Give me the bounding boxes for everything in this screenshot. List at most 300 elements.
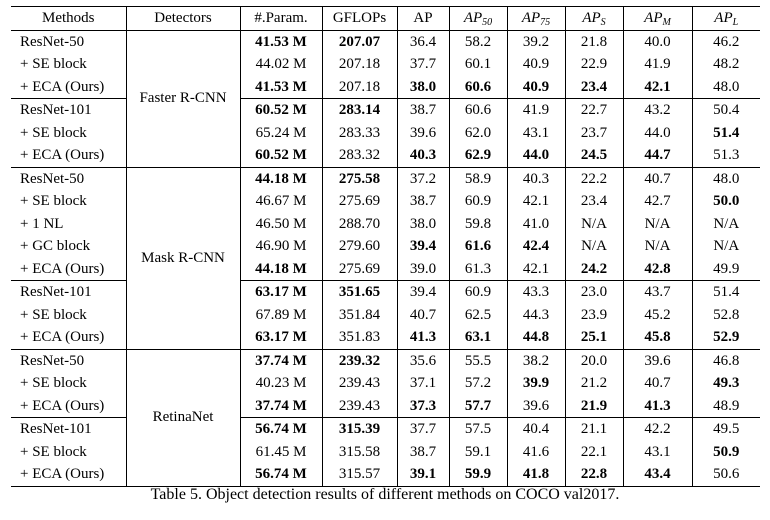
gflops-cell (322, 144, 397, 167)
table-row (11, 372, 760, 395)
apm-cell (623, 463, 692, 486)
apm-cell (623, 349, 692, 372)
apm-cell (623, 53, 692, 76)
params-cell (240, 281, 322, 304)
ap50-value: 62.9 (464, 147, 492, 163)
aps-cell (565, 326, 623, 349)
header-apl-base: AP (714, 10, 733, 26)
aps-value: 23.0 (580, 284, 608, 300)
ap50-cell (449, 122, 507, 145)
apl-value: 50.9 (713, 443, 740, 460)
table-caption: Table 5. Object detection results of different methods on COCO val2017. (150, 486, 620, 503)
table-row (11, 122, 760, 145)
method-cell: + SE block (20, 124, 87, 141)
gflops-cell (322, 190, 397, 213)
detector-cell: Mask R-CNN (126, 167, 240, 349)
method-cell: ResNet-101 (11, 99, 126, 122)
results-table (11, 6, 760, 487)
params-cell (240, 76, 322, 99)
ap50-value: 60.6 (464, 102, 492, 118)
gflops-cell (322, 418, 397, 441)
ap50-value: 58.2 (464, 33, 492, 50)
params-cell (240, 418, 322, 441)
aps-value: 21.8 (580, 33, 608, 50)
params-value: 37.74 M (255, 352, 307, 369)
gflops-cell (322, 281, 397, 304)
aps-value: 21.9 (580, 397, 608, 414)
apl-value: 49.9 (713, 260, 740, 277)
apm-value: 43.2 (644, 102, 671, 118)
ap-cell (397, 122, 449, 145)
apm-cell (623, 441, 692, 464)
params-value: 41.53 M (255, 33, 307, 50)
ap-cell (397, 304, 449, 327)
params-value: 56.74 M (255, 421, 307, 437)
ap-cell (397, 395, 449, 418)
params-cell (240, 53, 322, 76)
apm-value: 39.6 (644, 352, 671, 369)
header-apm-sub: M (662, 17, 671, 28)
ap75-cell (507, 122, 565, 145)
apm-value: N/A (644, 238, 671, 254)
apm-value: 40.7 (644, 375, 671, 391)
apl-cell (692, 418, 760, 441)
ap-cell (397, 53, 449, 76)
params-cell (240, 326, 322, 349)
apm-value: 45.8 (644, 329, 671, 345)
header-detectors: Detectors (126, 7, 240, 31)
ap75-cell (507, 190, 565, 213)
ap50-cell (449, 53, 507, 76)
gflops-cell (322, 372, 397, 395)
params-cell (240, 463, 322, 486)
method-cell: + SE block (20, 306, 87, 323)
ap50-cell (449, 99, 507, 122)
ap-cell (397, 167, 449, 190)
results-table-wrapper (11, 6, 760, 487)
table-row (11, 258, 760, 281)
apl-cell (692, 281, 760, 304)
ap75-value: 43.3 (522, 284, 550, 300)
apl-cell (692, 190, 760, 213)
ap75-cell (507, 395, 565, 418)
header-ap50-sub: 50 (482, 17, 493, 28)
apl-cell (692, 213, 760, 236)
aps-value: 23.4 (580, 78, 608, 95)
aps-cell (565, 463, 623, 486)
apl-value: 50.4 (713, 102, 740, 118)
header-gflops: GFLOPs (322, 7, 397, 31)
ap75-value: 41.8 (522, 466, 550, 482)
aps-value: 22.1 (580, 443, 608, 460)
params-cell (240, 167, 322, 190)
gflops-value: 239.43 (338, 375, 381, 391)
ap-cell (397, 30, 449, 53)
apl-cell (692, 326, 760, 349)
apm-value: 42.1 (644, 78, 671, 95)
ap50-value: 60.9 (464, 193, 492, 209)
aps-cell (565, 349, 623, 372)
ap50-cell (449, 76, 507, 99)
aps-value: 23.9 (580, 306, 608, 323)
apl-value: 46.8 (713, 352, 740, 369)
method-cell: ResNet-50 (11, 349, 126, 372)
apl-value: 50.0 (713, 193, 740, 209)
apl-cell (692, 30, 760, 53)
gflops-cell (322, 30, 397, 53)
ap-value: 40.7 (409, 306, 437, 323)
ap-cell (397, 349, 449, 372)
apm-cell (623, 326, 692, 349)
method-cell: + SE block (20, 375, 87, 391)
params-cell (240, 235, 322, 258)
apl-value: 49.3 (713, 375, 740, 391)
gflops-value: 239.43 (338, 397, 381, 414)
method-cell: + SE block (20, 56, 87, 72)
gflops-cell (322, 99, 397, 122)
ap75-value: 39.9 (522, 375, 550, 391)
apl-value: 51.4 (713, 284, 740, 300)
apl-value: 50.6 (713, 466, 740, 482)
aps-cell (565, 30, 623, 53)
ap75-cell (507, 349, 565, 372)
header-apl (692, 7, 760, 31)
ap75-value: 40.9 (522, 56, 550, 72)
table-row (11, 304, 760, 327)
ap75-value: 44.0 (522, 147, 550, 163)
ap-cell (397, 326, 449, 349)
params-value: 41.53 M (255, 78, 307, 95)
apl-value: 48.2 (713, 56, 740, 72)
apm-value: N/A (644, 215, 671, 232)
ap-cell (397, 235, 449, 258)
gflops-value: 351.83 (338, 329, 381, 345)
table-row (11, 76, 760, 99)
apl-cell (692, 395, 760, 418)
ap75-cell (507, 99, 565, 122)
ap75-cell (507, 418, 565, 441)
params-value: 44.18 M (255, 170, 307, 187)
ap50-value: 57.2 (464, 375, 492, 391)
apl-cell (692, 144, 760, 167)
apm-value: 43.4 (644, 466, 671, 482)
ap75-cell (507, 213, 565, 236)
apm-cell (623, 167, 692, 190)
params-cell (240, 395, 322, 418)
header-ap75-base: AP (521, 10, 541, 26)
table-row (11, 144, 760, 167)
table-row (11, 167, 760, 190)
params-value: 61.45 M (255, 443, 307, 460)
ap50-cell (449, 144, 507, 167)
ap-value: 38.7 (409, 193, 437, 209)
ap-value: 37.2 (409, 170, 437, 187)
apm-cell (623, 418, 692, 441)
method-cell: ResNet-50 (11, 167, 126, 190)
method-cell: ResNet-101 (11, 281, 126, 304)
gflops-cell (322, 76, 397, 99)
ap50-cell (449, 418, 507, 441)
ap75-value: 39.2 (522, 33, 550, 50)
apm-cell (623, 395, 692, 418)
apl-cell (692, 304, 760, 327)
detector-cell: Faster R-CNN (126, 30, 240, 167)
ap-cell (397, 99, 449, 122)
header-ap75 (507, 7, 565, 31)
gflops-cell (322, 167, 397, 190)
method-cell: ResNet-50 (11, 30, 126, 53)
apl-cell (692, 258, 760, 281)
ap50-cell (449, 258, 507, 281)
apl-value: 46.2 (713, 33, 740, 50)
gflops-cell (322, 53, 397, 76)
table-row (11, 281, 760, 304)
apm-cell (623, 144, 692, 167)
ap50-cell (449, 167, 507, 190)
table-row (11, 190, 760, 213)
params-cell (240, 441, 322, 464)
method-cell: + ECA (Ours) (11, 463, 126, 486)
ap75-value: 40.4 (522, 421, 550, 437)
gflops-value: 315.58 (338, 443, 381, 460)
ap-cell (397, 76, 449, 99)
apm-value: 44.7 (644, 147, 671, 163)
gflops-value: 283.33 (338, 124, 381, 141)
apm-cell (623, 99, 692, 122)
table-row (11, 30, 760, 53)
apm-cell (623, 235, 692, 258)
table-row (11, 441, 760, 464)
gflops-cell (322, 441, 397, 464)
params-cell (240, 349, 322, 372)
header-params: #.Param. (240, 7, 322, 31)
ap75-cell (507, 167, 565, 190)
apm-value: 44.0 (644, 124, 671, 141)
aps-value: 22.9 (580, 56, 608, 72)
aps-value: 22.8 (580, 466, 608, 482)
ap-cell (397, 213, 449, 236)
aps-cell (565, 76, 623, 99)
ap-cell (397, 372, 449, 395)
gflops-value: 315.57 (338, 466, 381, 482)
ap50-cell (449, 190, 507, 213)
ap-value: 37.1 (409, 375, 437, 391)
ap75-cell (507, 281, 565, 304)
ap-value: 35.6 (409, 352, 437, 369)
ap75-value: 41.6 (522, 443, 550, 460)
ap-value: 39.0 (409, 260, 437, 277)
ap50-value: 61.6 (464, 238, 492, 254)
header-ap: AP (397, 7, 449, 31)
gflops-value: 279.60 (338, 238, 381, 254)
ap-cell (397, 281, 449, 304)
gflops-value: 351.65 (338, 284, 381, 300)
ap50-cell (449, 235, 507, 258)
gflops-value: 275.69 (338, 260, 381, 277)
params-cell (240, 372, 322, 395)
apl-value: 51.4 (713, 124, 740, 141)
apl-cell (692, 53, 760, 76)
aps-value: N/A (581, 215, 607, 232)
aps-value: N/A (581, 238, 607, 254)
aps-value: 21.1 (580, 421, 608, 437)
header-apl-sub: L (732, 17, 739, 28)
apm-value: 43.7 (644, 284, 671, 300)
apl-value: 48.9 (713, 397, 740, 414)
ap75-cell (507, 441, 565, 464)
gflops-value: 288.70 (338, 215, 381, 232)
params-value: 65.24 M (255, 124, 307, 141)
apl-value: 48.0 (713, 78, 740, 95)
ap50-value: 57.7 (464, 397, 492, 414)
gflops-value: 275.69 (338, 193, 381, 209)
table-row (11, 53, 760, 76)
params-cell (240, 258, 322, 281)
ap-value: 38.7 (409, 443, 437, 460)
ap75-cell (507, 258, 565, 281)
apm-value: 42.7 (644, 193, 671, 209)
table-row (11, 235, 760, 258)
ap50-cell (449, 326, 507, 349)
ap-value: 39.6 (409, 124, 437, 141)
ap50-value: 62.5 (464, 306, 492, 323)
method-cell: ResNet-101 (11, 418, 126, 441)
apl-cell (692, 349, 760, 372)
ap75-cell (507, 53, 565, 76)
params-value: 60.52 M (255, 147, 307, 163)
ap-cell (397, 418, 449, 441)
gflops-cell (322, 349, 397, 372)
apl-cell (692, 441, 760, 464)
ap50-value: 60.1 (464, 56, 492, 72)
apm-cell (623, 258, 692, 281)
ap50-cell (449, 372, 507, 395)
ap50-value: 61.3 (464, 260, 492, 277)
apl-value: 52.8 (713, 306, 740, 323)
results-body (11, 30, 760, 486)
apl-cell (692, 235, 760, 258)
ap50-value: 59.8 (464, 215, 492, 232)
aps-value: 22.7 (580, 102, 608, 118)
ap75-cell (507, 235, 565, 258)
aps-cell (565, 213, 623, 236)
ap75-cell (507, 326, 565, 349)
ap50-cell (449, 281, 507, 304)
method-cell: + SE block (20, 443, 87, 460)
header-row (11, 7, 760, 31)
ap-value: 38.7 (409, 102, 437, 118)
gflops-value: 239.32 (338, 352, 381, 369)
aps-value: 24.2 (580, 260, 608, 277)
ap-value: 38.0 (409, 78, 437, 95)
aps-value: 21.2 (580, 375, 608, 391)
apm-value: 40.0 (644, 33, 671, 50)
aps-cell (565, 258, 623, 281)
ap-cell (397, 441, 449, 464)
params-cell (240, 213, 322, 236)
aps-value: 25.1 (580, 329, 608, 345)
aps-value: 23.7 (580, 124, 608, 141)
apm-value: 42.8 (644, 260, 671, 277)
aps-cell (565, 418, 623, 441)
apm-cell (623, 281, 692, 304)
ap-value: 37.7 (409, 56, 437, 72)
aps-value: 23.4 (580, 193, 608, 209)
gflops-value: 275.58 (338, 170, 381, 187)
apm-value: 43.1 (644, 443, 671, 460)
ap-value: 37.7 (409, 421, 437, 437)
ap50-value: 60.9 (464, 284, 492, 300)
ap50-cell (449, 30, 507, 53)
gflops-cell (322, 304, 397, 327)
params-cell (240, 122, 322, 145)
table-row (11, 463, 760, 486)
ap75-value: 41.0 (522, 215, 550, 232)
aps-cell (565, 144, 623, 167)
method-cell: + GC block (20, 238, 91, 254)
apm-cell (623, 122, 692, 145)
apm-value: 45.2 (644, 306, 671, 323)
aps-cell (565, 281, 623, 304)
aps-value: 22.2 (580, 170, 608, 187)
header-apm-base: AP (644, 10, 663, 26)
ap75-cell (507, 372, 565, 395)
params-cell (240, 190, 322, 213)
ap-value: 37.3 (409, 397, 437, 414)
apl-value: 51.3 (713, 147, 740, 163)
ap-cell (397, 144, 449, 167)
table-row (11, 418, 760, 441)
gflops-value: 315.39 (338, 421, 381, 437)
header-ap50-base: AP (463, 10, 483, 26)
apl-value: 48.0 (713, 170, 740, 187)
aps-cell (565, 99, 623, 122)
method-cell: + ECA (Ours) (20, 78, 105, 95)
ap75-value: 43.1 (522, 124, 550, 141)
aps-cell (565, 53, 623, 76)
apl-cell (692, 122, 760, 145)
header-apm (623, 7, 692, 31)
apl-cell (692, 76, 760, 99)
gflops-cell (322, 395, 397, 418)
params-value: 56.74 M (255, 466, 307, 482)
ap-value: 40.3 (409, 147, 437, 163)
ap75-cell (507, 144, 565, 167)
gflops-value: 207.18 (338, 78, 381, 95)
header-ap75-sub: 75 (540, 17, 551, 28)
header-aps-sub: S (600, 17, 606, 28)
aps-cell (565, 304, 623, 327)
ap-value: 36.4 (409, 33, 437, 50)
ap-cell (397, 190, 449, 213)
apm-value: 41.3 (644, 397, 671, 414)
apl-value: N/A (713, 215, 740, 232)
params-value: 63.17 M (255, 329, 307, 345)
ap75-value: 39.6 (522, 397, 550, 414)
aps-value: 24.5 (580, 147, 608, 163)
aps-cell (565, 167, 623, 190)
params-value: 60.52 M (255, 102, 307, 118)
gflops-cell (322, 235, 397, 258)
aps-cell (565, 190, 623, 213)
ap-cell (397, 463, 449, 486)
ap50-value: 60.6 (464, 78, 492, 95)
header-methods: Methods (11, 7, 126, 31)
apl-value: 49.5 (713, 421, 740, 437)
table-row (11, 99, 760, 122)
method-cell: + ECA (Ours) (20, 260, 105, 277)
header-ap50 (449, 7, 507, 31)
